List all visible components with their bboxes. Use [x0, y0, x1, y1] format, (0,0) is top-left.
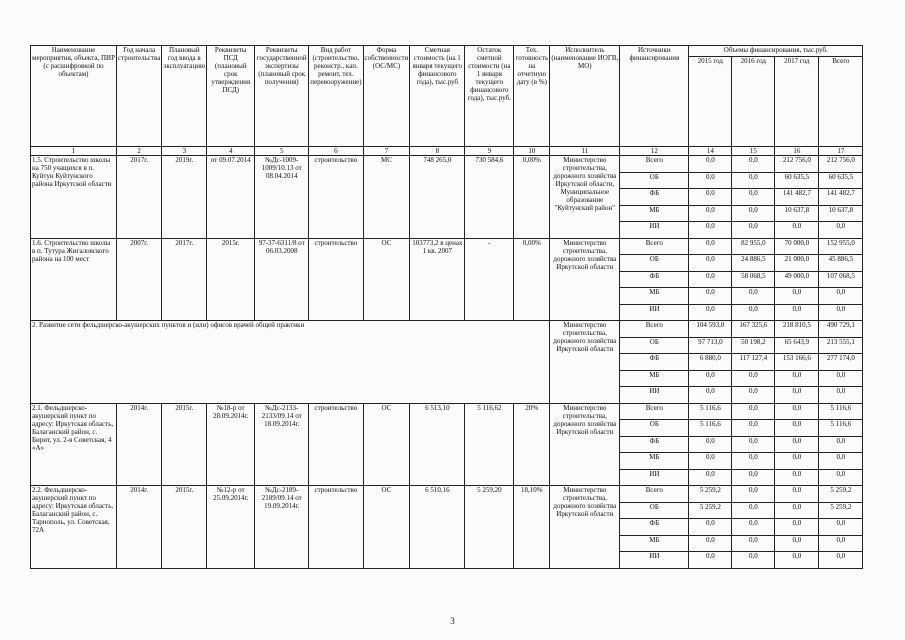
header-work-type: Вид работ (строительство, реконстр., кап. ремонт, тех. перевооружение): [309, 46, 363, 147]
header-row: [31, 46, 863, 57]
amount-2015: 0,0: [689, 519, 732, 536]
year-start: 2007г.: [117, 238, 162, 321]
header-ownership: Форма собственности (ОС/МС): [363, 46, 410, 147]
column-number: 4: [207, 147, 255, 156]
amount-2015: 0,0: [689, 304, 732, 321]
amount-total: 152 955,0: [819, 238, 863, 255]
page-number: 3: [450, 616, 455, 626]
table-row: [31, 238, 863, 255]
funding-source: ФБ: [620, 189, 689, 206]
amount-total: 60 635,5: [819, 172, 863, 189]
ownership: МС: [363, 156, 410, 239]
estimate-cost: 6 510,16: [410, 486, 465, 569]
table-row: [31, 403, 863, 420]
header-plan-year: Плановый год ввода в эксплуатацию: [162, 46, 207, 147]
expertise-details: №Дс-2189-2189/09.14 от 19.09.2014г.: [255, 486, 309, 569]
column-number: 7: [363, 147, 410, 156]
year-start: 2014г.: [117, 403, 162, 486]
funding-source: Всего: [620, 403, 689, 420]
funding-source: ОБ: [620, 337, 689, 354]
funding-source: МБ: [620, 288, 689, 305]
funding-source: ФБ: [620, 519, 689, 536]
amount-2016: 0,0: [732, 519, 775, 536]
funding-source: МБ: [620, 370, 689, 387]
amount-2017: 49 000,0: [775, 271, 819, 288]
object-name: 2.2. Фельдшерско-акушерский пункт по адресу: Иркутская область, Балаганский район, с. Тарнополь, ул. Советская, 72А: [31, 486, 117, 569]
amount-2015: 0,0: [689, 552, 732, 569]
object-name: 1.5. Строительство школы на 750 учащихся в п. Куйтун Куйтунского района Иркутской области: [31, 156, 117, 239]
funding-source: МБ: [620, 453, 689, 470]
funding-source: ИИ: [620, 304, 689, 321]
header-year-2017: 2017 год: [775, 57, 819, 147]
financing-table: [30, 45, 863, 569]
funding-source: Всего: [620, 238, 689, 255]
funding-source: ОБ: [620, 502, 689, 519]
amount-total: 45 886,5: [819, 255, 863, 272]
amount-2016: 0,0: [732, 535, 775, 552]
funding-source: ФБ: [620, 271, 689, 288]
psd-details: от 09.07.2014: [207, 156, 255, 239]
readiness: 0,00%: [514, 238, 550, 321]
amount-2017: 65 643,9: [775, 337, 819, 354]
amount-total: 0,0: [819, 436, 863, 453]
expertise-details: 97-37-6311/8 от 06.03.2008: [255, 238, 309, 321]
column-number: 8: [410, 147, 465, 156]
amount-2017: 60 635,5: [775, 172, 819, 189]
amount-2016: 0,0: [732, 502, 775, 519]
psd-details: 2015г.: [207, 238, 255, 321]
psd-details: №12-р от 25.09.2014г.: [207, 486, 255, 569]
amount-2017: 0,0: [775, 436, 819, 453]
section-title: 2. Развитие сети фельдшерско-акушерских пунктов и (или) офисов врачей общей практики: [31, 321, 550, 404]
column-number: 5: [255, 147, 309, 156]
expertise-details: №Дс-1009-1009/10.13 от 08.04.2014: [255, 156, 309, 239]
amount-2017: 0,0: [775, 552, 819, 569]
amount-2015: 0,0: [689, 535, 732, 552]
amount-2015: 0,0: [689, 271, 732, 288]
amount-total: 213 555,1: [819, 337, 863, 354]
table-row: [31, 321, 863, 338]
amount-2016: 0,0: [732, 453, 775, 470]
amount-2017: 0,0: [775, 403, 819, 420]
amount-total: 5 259,2: [819, 486, 863, 503]
column-number: 12: [620, 147, 689, 156]
column-number: 11: [550, 147, 620, 156]
funding-source: ОБ: [620, 420, 689, 437]
amount-total: 277 174,0: [819, 354, 863, 371]
amount-2017: 0,0: [775, 222, 819, 239]
plan-year: 2019г.: [162, 156, 207, 239]
estimate-cost: 103773,2 в ценах 1 кв. 2007: [410, 238, 465, 321]
funding-source: Всего: [620, 486, 689, 503]
amount-2017: 0,0: [775, 304, 819, 321]
amount-2016: 58 068,5: [732, 271, 775, 288]
ownership: ОС: [363, 486, 410, 569]
amount-2016: 117 127,4: [732, 354, 775, 371]
amount-total: 0,0: [819, 469, 863, 486]
header-readiness: Тех. готовность на отчетную дату (в %): [514, 46, 550, 147]
amount-2015: 0,0: [689, 453, 732, 470]
readiness: 18,10%: [514, 486, 550, 569]
funding-source: ОБ: [620, 255, 689, 272]
table-row: [31, 486, 863, 503]
amount-2015: 0,0: [689, 288, 732, 305]
funding-source: ИИ: [620, 222, 689, 239]
table-body: [31, 156, 863, 569]
executor: Министерство строительства, дорожного хозяйства Иркутской области: [550, 321, 620, 404]
amount-2017: 0,0: [775, 370, 819, 387]
header-executor: Исполнитель (наименование ИОГВ, МО): [550, 46, 620, 147]
amount-2017: 0,0: [775, 387, 819, 404]
amount-total: 141 482,7: [819, 189, 863, 206]
funding-source: Всего: [620, 321, 689, 338]
amount-2017: 218 810,5: [775, 321, 819, 338]
work-type: строительство: [309, 403, 363, 486]
amount-total: 0,0: [819, 552, 863, 569]
header-psd: Реквизиты ПСД (плановый срок утверждения ПСД): [207, 46, 255, 147]
amount-2017: 141 482,7: [775, 189, 819, 206]
amount-2016: 0,0: [732, 222, 775, 239]
amount-2017: 70 000,0: [775, 238, 819, 255]
estimate-cost: 6 513,10: [410, 403, 465, 486]
funding-source: Всего: [620, 156, 689, 173]
header-estimate: Сметная стоимость (на 1 января текущего финансового года), тыс.руб: [410, 46, 465, 147]
amount-2015: 0,0: [689, 436, 732, 453]
amount-2016: 0,0: [732, 156, 775, 173]
amount-2015: 97 713,0: [689, 337, 732, 354]
column-number: 17: [819, 147, 863, 156]
amount-2015: 0,0: [689, 172, 732, 189]
amount-total: 107 068,5: [819, 271, 863, 288]
amount-total: 10 637,8: [819, 205, 863, 222]
amount-total: 0,0: [819, 535, 863, 552]
amount-2016: 24 886,5: [732, 255, 775, 272]
amount-2015: 0,0: [689, 205, 732, 222]
amount-2017: 0,0: [775, 469, 819, 486]
amount-2015: 5 259,2: [689, 502, 732, 519]
plan-year: 2017г.: [162, 238, 207, 321]
amount-2015: 0,0: [689, 370, 732, 387]
amount-total: 5 259,2: [819, 502, 863, 519]
column-number: 16: [775, 147, 819, 156]
work-type: строительство: [309, 156, 363, 239]
amount-2015: 5 116,6: [689, 403, 732, 420]
executor: Министерство строительства, дорожного хозяйства Иркутской области: [550, 486, 620, 569]
ownership: ОС: [363, 238, 410, 321]
amount-total: 0,0: [819, 222, 863, 239]
work-type: строительство: [309, 486, 363, 569]
amount-2016: 0,0: [732, 387, 775, 404]
psd-details: №18-р от 28.09.2014г.: [207, 403, 255, 486]
amount-2016: 0,0: [732, 172, 775, 189]
amount-2016: 0,0: [732, 288, 775, 305]
funding-source: ФБ: [620, 354, 689, 371]
header-total: Всего: [819, 57, 863, 147]
amount-2017: 0,0: [775, 519, 819, 536]
amount-2015: 6 880,0: [689, 354, 732, 371]
work-type: строительство: [309, 238, 363, 321]
header-expertise: Реквизиты государственной экспертизы (плановый срок получения): [255, 46, 309, 147]
amount-2015: 0,0: [689, 387, 732, 404]
estimate-cost: 748 265,0: [410, 156, 465, 239]
amount-2017: 0,0: [775, 535, 819, 552]
funding-source: ИИ: [620, 387, 689, 404]
header-year-2016: 2016 год: [732, 57, 775, 147]
remaining-cost: 5 116,62: [465, 403, 514, 486]
funding-source: ИИ: [620, 469, 689, 486]
plan-year: 2015г.: [162, 486, 207, 569]
plan-year: 2015г.: [162, 403, 207, 486]
amount-total: 490 729,1: [819, 321, 863, 338]
header-year-2015: 2015 год: [689, 57, 732, 147]
column-number: 3: [162, 147, 207, 156]
column-number: 1: [31, 147, 117, 156]
amount-2017: 0,0: [775, 420, 819, 437]
column-number: 2: [117, 147, 162, 156]
amount-2016: 50 198,2: [732, 337, 775, 354]
funding-source: МБ: [620, 535, 689, 552]
amount-2016: 0,0: [732, 552, 775, 569]
amount-total: 0,0: [819, 304, 863, 321]
readiness: 0,00%: [514, 156, 550, 239]
amount-total: 0,0: [819, 387, 863, 404]
amount-total: 0,0: [819, 453, 863, 470]
readiness: 20%: [514, 403, 550, 486]
amount-2015: 104 593,0: [689, 321, 732, 338]
expertise-details: №Дс-2133-2133/09.14 от 18.09.2014г.: [255, 403, 309, 486]
amount-2015: 0,0: [689, 469, 732, 486]
year-start: 2014г.: [117, 486, 162, 569]
column-number: 9: [465, 147, 514, 156]
table-row: [31, 156, 863, 173]
funding-source: ФБ: [620, 436, 689, 453]
funding-source: ИИ: [620, 552, 689, 569]
amount-2017: 212 756,0: [775, 156, 819, 173]
column-number: 10: [514, 147, 550, 156]
amount-total: 212 756,0: [819, 156, 863, 173]
amount-2016: 0,0: [732, 420, 775, 437]
amount-2015: 0,0: [689, 222, 732, 239]
amount-2016: 167 325,6: [732, 321, 775, 338]
funding-source: МБ: [620, 205, 689, 222]
amount-2015: 5 259,2: [689, 486, 732, 503]
executor: Министерство строительства, дорожного хозяйства Иркутской области: [550, 238, 620, 321]
amount-2017: 21 000,0: [775, 255, 819, 272]
amount-2017: 0,0: [775, 486, 819, 503]
amount-total: 0,0: [819, 519, 863, 536]
amount-2016: 0,0: [732, 205, 775, 222]
amount-2016: 0,0: [732, 304, 775, 321]
funding-source: ОБ: [620, 172, 689, 189]
amount-2015: 0,0: [689, 255, 732, 272]
amount-2017: 153 166,6: [775, 354, 819, 371]
amount-2016: 82 955,0: [732, 238, 775, 255]
column-number: 6: [309, 147, 363, 156]
amount-2016: 0,0: [732, 370, 775, 387]
executor: Министерство строительства, дорожного хозяйства Иркутской области: [550, 403, 620, 486]
header-sources: Источники финансирования: [620, 46, 689, 147]
amount-2016: 0,0: [732, 486, 775, 503]
amount-2015: 0,0: [689, 189, 732, 206]
amount-total: 5 116,6: [819, 403, 863, 420]
header-name: Наименование мероприятия, объекта, ПИР (с расшифровкой по объектам): [31, 46, 117, 147]
amount-2016: 0,0: [732, 469, 775, 486]
amount-total: 0,0: [819, 370, 863, 387]
header-volume: Объемы финансирования, тыс.руб.: [689, 46, 863, 57]
amount-2017: 0,0: [775, 502, 819, 519]
remaining-cost: -: [465, 238, 514, 321]
header-year-start: Год начала строительства: [117, 46, 162, 147]
column-number: 14: [689, 147, 732, 156]
ownership: ОС: [363, 403, 410, 486]
amount-total: 5 116,6: [819, 420, 863, 437]
object-name: 2.1. Фельдшерско-акушерский пункт по адресу: Иркутская область, Балаганский район, с. Бирит, ул. 2-я Советская, 4 «А»: [31, 403, 117, 486]
amount-2015: 0,0: [689, 238, 732, 255]
amount-2017: 0,0: [775, 288, 819, 305]
remaining-cost: 730 584,6: [465, 156, 514, 239]
executor: Министерство строительства, дорожного хозяйства Иркутской области, Муниципальное образование "Куйтунский район": [550, 156, 620, 239]
amount-2017: 0,0: [775, 453, 819, 470]
amount-2017: 10 637,8: [775, 205, 819, 222]
amount-2016: 0,0: [732, 436, 775, 453]
amount-2016: 0,0: [732, 189, 775, 206]
remaining-cost: 5 259,20: [465, 486, 514, 569]
column-number: 15: [732, 147, 775, 156]
amount-2015: 5 116,6: [689, 420, 732, 437]
amount-2015: 0,0: [689, 156, 732, 173]
amount-2016: 0,0: [732, 403, 775, 420]
header-remaining: Остаток сметной стоимости (на 1 января текущего финансового года), тыс.руб.: [465, 46, 514, 147]
year-start: 2017г.: [117, 156, 162, 239]
amount-total: 0,0: [819, 288, 863, 305]
column-numbers-row: [31, 147, 863, 156]
object-name: 1.6. Строительство школы в п. Тутура Жигаловского района на 100 мест: [31, 238, 117, 321]
